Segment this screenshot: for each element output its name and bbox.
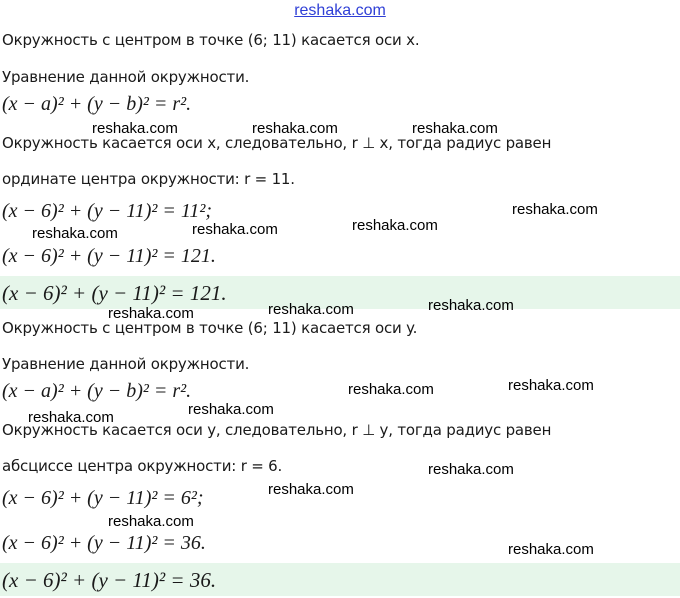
watermark: reshaka.com bbox=[508, 377, 594, 394]
part2-reasoning-line1: Окружность касается оси y, следовательно, r ⊥ y, тогда радиус равен bbox=[2, 421, 552, 439]
watermark: reshaka.com bbox=[28, 409, 114, 426]
part2-equation-intro: Уравнение данной окружности. bbox=[2, 355, 250, 373]
watermark: reshaka.com bbox=[268, 481, 354, 498]
part1-general-equation: (x − a)² + (y − b)² = r². bbox=[2, 93, 192, 115]
part1-answer: (x − 6)² + (y − 11)² = 121. bbox=[2, 281, 227, 305]
watermark: reshaka.com bbox=[352, 217, 438, 234]
part2-answer: (x − 6)² + (y − 11)² = 36. bbox=[2, 568, 217, 592]
part2-substitution: (x − 6)² + (y − 11)² = 6²; bbox=[2, 487, 204, 509]
part2-simplified: (x − 6)² + (y − 11)² = 36. bbox=[2, 532, 206, 554]
part1-condition: Окружность с центром в точке (6; 11) касается оси x. bbox=[2, 31, 420, 49]
watermark: reshaka.com bbox=[32, 225, 118, 242]
part1-equation-intro: Уравнение данной окружности. bbox=[2, 68, 250, 86]
watermark: reshaka.com bbox=[508, 541, 594, 558]
watermark: reshaka.com bbox=[108, 305, 194, 322]
watermark: reshaka.com bbox=[428, 297, 514, 314]
watermark: reshaka.com bbox=[412, 120, 498, 137]
part2-reasoning-line2: абсциссе центра окружности: r = 6. bbox=[2, 457, 283, 475]
part1-simplified: (x − 6)² + (y − 11)² = 121. bbox=[2, 245, 216, 267]
watermark: reshaka.com bbox=[428, 461, 514, 478]
part2-general-equation: (x − a)² + (y − b)² = r². bbox=[2, 380, 192, 402]
watermark: reshaka.com bbox=[512, 201, 598, 218]
part1-substitution: (x − 6)² + (y − 11)² = 11²; bbox=[2, 200, 213, 222]
part1-reasoning-line2: ординате центра окружности: r = 11. bbox=[2, 170, 295, 188]
watermark: reshaka.com bbox=[348, 381, 434, 398]
watermark: reshaka.com bbox=[92, 120, 178, 137]
watermark: reshaka.com bbox=[192, 221, 278, 238]
watermark: reshaka.com bbox=[252, 120, 338, 137]
part2-condition: Окружность с центром в точке (6; 11) касается оси y. bbox=[2, 319, 418, 337]
site-link[interactable]: reshaka.com bbox=[294, 2, 386, 19]
watermark: reshaka.com bbox=[188, 401, 274, 418]
watermark: reshaka.com bbox=[268, 301, 354, 318]
part1-reasoning-line1: Окружность касается оси x, следовательно, r ⊥ x, тогда радиус равен bbox=[2, 134, 552, 152]
watermark: reshaka.com bbox=[108, 513, 194, 530]
